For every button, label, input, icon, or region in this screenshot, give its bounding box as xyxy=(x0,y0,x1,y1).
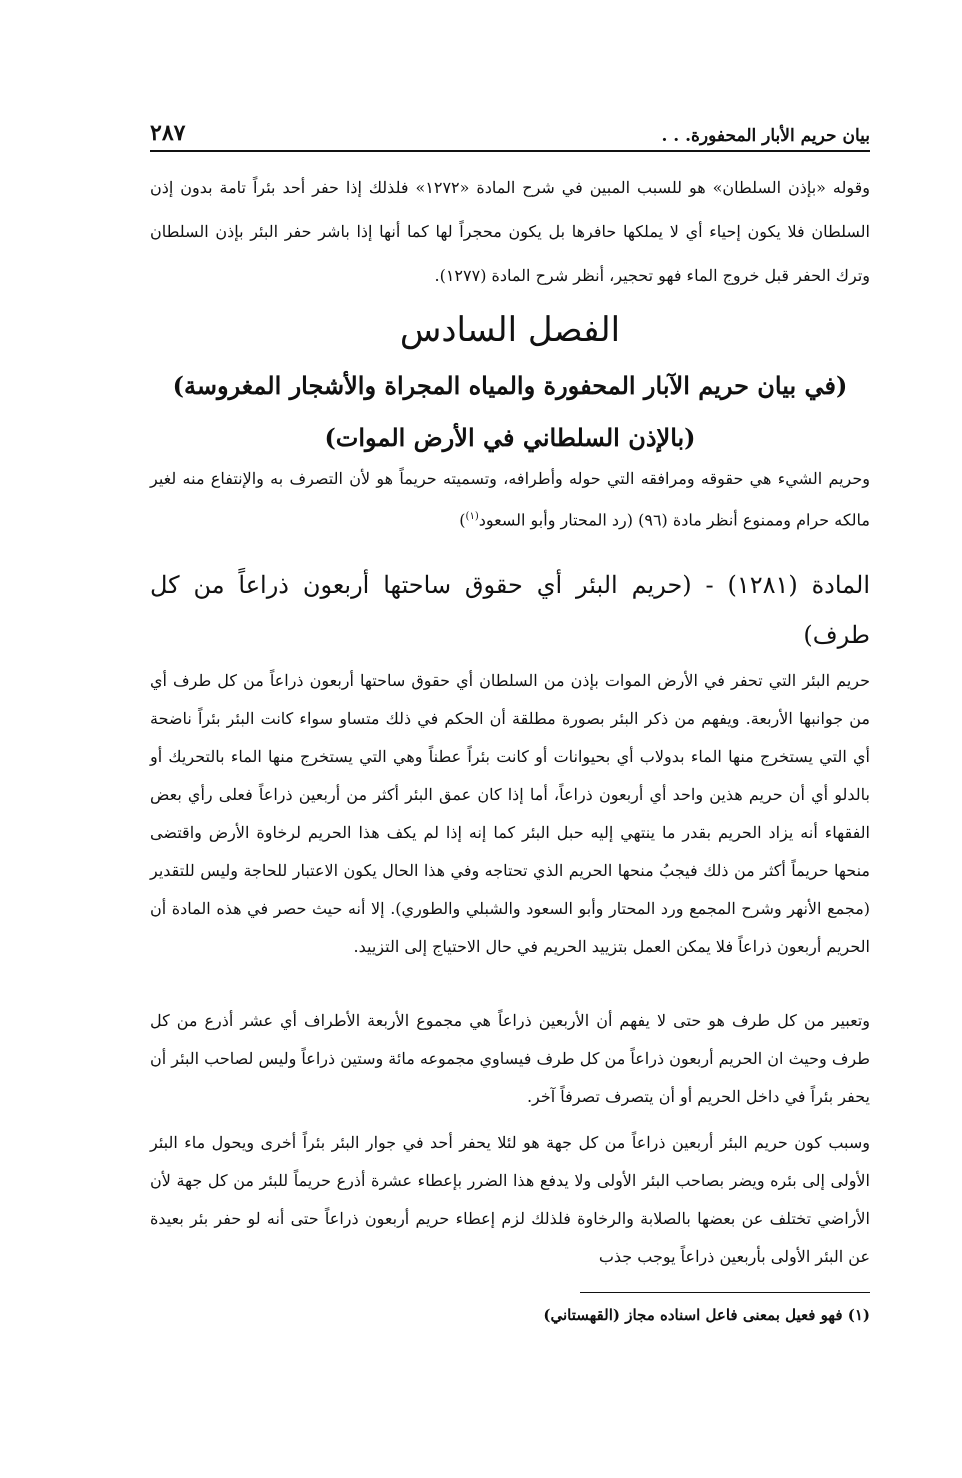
body-paragraph-2: وتعبير من كل طرف هو حتى لا يفهم أن الأربعين ذراعاً هي مجموع الأربعة الأطراف أي عشر أذرع من كل طرف وحيث ان الحريم أربعون ذراعاً من كل طرف فيساوي مجموعه مائة وستين ذراعاً وليس لصاحب البئر أن يحفر بئراً في داخل الحريم أو أن يتصرف تصرفاً آخر. xyxy=(150,1011,870,1106)
chapter-subtitle-line-2: (بالإذن السلطاني في الأرض الموات) xyxy=(324,423,696,452)
definition-paragraph xyxy=(150,460,870,539)
chapter-subtitle-line-1: (في بيان حريم الآبار المحفورة والمياه المجراة والأشجار المغروسة) xyxy=(172,371,848,400)
footnote-divider xyxy=(580,1292,870,1293)
article-heading: المادة (١٢٨١) - (حريم البئر أي حقوق ساحتها أربعون ذراعاً من كل طرف) xyxy=(150,571,871,649)
definition-closing: ) xyxy=(459,510,466,530)
body-paragraph-1: حريم البئر التي تحفر في الأرض الموات بإذن من السلطان أي حقوق ساحتها أربعون ذراعاً من كل طرف أي من جوانبها الأربعة. ويفهم من ذكر البئر بصورة مطلقة أن الحكم في ذلك متساو سواء كانت البئر بئراً ناضحة أي التي يستخرج منها الماء بدولاب أي بحيوانات أو كانت بئراً عطناً وهي التي يستخرج منها الماء بالتحريك أو بالدلو أي أن حريم هذين واحد أي أربعون ذراعاً، أما إذا كان عمق البئر أكثر من أربعين ذراعاً فعلى رأي بعض الفقهاء أنه يزاد الحريم بقدر ما ينتهي إليه حبل البئر كما إنه إذا لم يكف هذا الحريم لرخاوة الأرض واقتضى منحها حريماً أكثر من ذلك فيجبُ منحها الحريم الذي تحتاجه وفي هذا الحال يكون الاعتبار للحاجة وليس للتقدير (مجمع الأنهر وشرح المجمع ورد المحتار وأبو السعود والشبلي والطوري). إلا أنه حيث حصر في هذه المادة أن الحريم أربعون ذراعاً فلا يمكن العمل بتزييد الحريم في حال الاحتياج إلى التزييد. xyxy=(150,671,871,956)
running-title: بيان حريم الأبار المحفورة. . . xyxy=(661,126,870,146)
definition-text: وحريم الشيء هي حقوقه ومرافقه التي حوله وأطرافه، وتسميته حريماً هو لأن التصرف به والإنتفاع منه لغير مالكه حرام وممنوع أنظر مادة (٩٦) (رد المحتار وأبو السعود xyxy=(150,469,870,530)
page-number: ٢٨٧ xyxy=(150,120,186,146)
header-divider xyxy=(150,150,870,152)
running-header xyxy=(150,110,870,146)
footnote: (١) فهو فعيل بمعنى فاعل اسناده مجاز (القهستاني) xyxy=(543,1306,870,1324)
footnote-marker: (١) xyxy=(465,511,479,522)
chapter-subtitle xyxy=(150,360,870,464)
intro-paragraph: وقوله «بإذن السلطان» هو للسبب المبين في شرح المادة «١٢٧٢» فلذلك إذا حفر أحد بئراً تامة بدون إذن السلطان فلا يكون إحياء أي لا يملكها حافرها بل يكون محجراً لها كما أنها إذا باشر حفر البئر بإذن السلطان وترك الحفر قبل خروج الماء فهو تحجير، أنظر شرح المادة (١٢٧٧). xyxy=(150,178,871,285)
body-paragraph-3: وسبب كون حريم البئر أربعين ذراعاً من كل جهة هو لئلا يحفر أحد في جوار البئر بئراً أخرى ويحول ماء البئر الأولى إلى بئره ويضر بصاحب البئر الأولى ولا يدفع هذا الضرر بإعطاء عشرة أذرع حريماً للبئر من كل جهة لأن الأراضي تختلف عن بعضها بالصلابة والرخاوة فلذلك لزم إعطاء حريم أربعون ذراعاً حتى أنه لو حفر بئر بعيدة عن البئر الأولى بأربعين ذراعاً يوجب جذب xyxy=(150,1133,871,1266)
chapter-title: الفصل السادس xyxy=(399,310,621,350)
